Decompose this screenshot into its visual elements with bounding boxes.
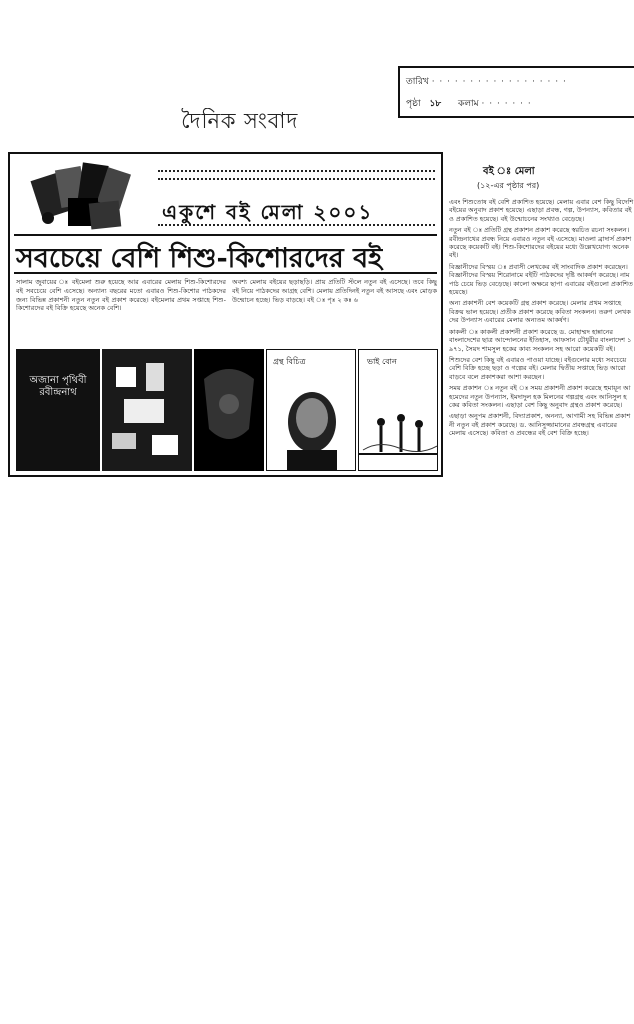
article-column-1: সালাম জুবায়ের ঃ বইমেলা শুরু হয়েছে আর এবারের মেলায় শিশু-কিশোরদের বই সবচেয়ে বেশি এসেছে। অন্যান্য বছরের মতো এবারও শিশু-কিশোর পাঠকদের জন্য বিভিন্ন প্রকাশনী নতুন নতুন বই প্রকাশ করেছে। বইমেলার প্রথম সপ্তাহে শিশু-কিশোরদের বই বিক্রি হয়েছে অনেক বেশি। — [16, 278, 226, 313]
series-title: একুশে বই মেলা ২০০১ — [162, 200, 374, 224]
continued-paragraph: বিজ্ঞানীদের বিস্ময় ঃ প্রবাসী লেখকের বই সাংবাদিক প্রকাশ করেছেন। বিজ্ঞানীদের বিস্ময় শিরোনামে বইটি পাঠকদের দৃষ্টি আকর্ষণ করেছে। নাম পাঠ চেয়ে ভিড় বেড়েছে। কালো অক্ষরে ছাপা এবারের বইগুলো প্রকাশিত হয়েছে। — [449, 262, 633, 297]
book-cover-5 — [358, 349, 438, 471]
dotted-rule-top — [158, 170, 435, 172]
stamp-page-value: ১৮ — [429, 99, 442, 109]
book-covers-row — [16, 349, 438, 471]
headline-rule-bottom — [14, 272, 437, 274]
continued-paragraph: শিশুদের বেশ কিছু বই এবারও পাওয়া যাচ্ছে। বইগুলোর মধ্যে সবচেয়ে বেশি বিক্রি হচ্ছে ছড়া ও গল্পের বই। মেলার দ্বিতীয় সপ্তাহে ভিড় আরো বাড়বে বলে প্রকাশকরা আশা করছেন। — [449, 355, 627, 381]
book-cover-1 — [16, 349, 100, 471]
book-cover-2 — [102, 349, 192, 471]
stamp-page-label: পৃষ্ঠা — [406, 99, 421, 109]
series-header — [10, 154, 441, 232]
dotted-rule-2 — [158, 178, 435, 180]
book-cover-3-art — [194, 349, 264, 471]
book-cover-5-title: ভাই বোন — [367, 357, 397, 366]
date-page-stamp — [398, 66, 634, 118]
continued-paragraph: এবং শিশুতোষ বই বেশি প্রকাশিত হয়েছে। মেলায় এবার বেশ কিছু বিদেশি বইয়ের অনুবাদ প্রকাশ হয়েছে। এছাড়া প্রবন্ধ, গল্প, উপন্যাস, কবিতার বইও প্রকাশিত হয়েছে। বই উন্মোচনের সংখ্যাও বেড়েছে। — [449, 198, 634, 223]
stamp-dots: · · · · · · · · · · · · · · · · · · — [431, 77, 567, 87]
continued-paragraph: কাকলী ঃ কাকলী প্রকাশনী প্রকাশ করেছে ড. মোহাম্মদ হান্নানের বাংলাদেশের ছাত্র আন্দোলনের ইতিহাস, আফসান চৌধুরীর বাংলাদেশ ১৯৭১, সৈয়দ শামসুল হকের কাব্য সংকলন সহ আরো কয়েকটি বই। — [449, 327, 632, 353]
stamp-row-page — [406, 96, 532, 111]
headline-rule-top — [14, 234, 437, 236]
continued-body — [449, 198, 634, 853]
article-column-2: অবশ্য মেলায় বইয়ের ছড়াছড়ি। প্রায় প্রতিটি স্টলে নতুন বই এসেছে। তবে কিছু বই নিয়ে পাঠকদের আগ্রহ বেশি। মেলায় প্রতিদিনই নতুন বই আসছে এবং মোড়ক উন্মোচন হচ্ছে। ভিড় বাড়ছে। বই ঃ পৃঃ ২ কঃ ৬ — [232, 278, 437, 304]
continued-paragraph: এছাড়া অনুপম প্রকাশনী, বিদ্যাপ্রকাশ, অনন্যা, আগামী সহ বিভিন্ন প্রকাশনী নতুন বই প্রকাশ করেছে। ড. আনিসুজ্জামানের প্রবন্ধগ্রন্থ এবারের মেলায় এসেছে। কবিতা ও প্রবন্ধের বই বেশ বিক্রি হচ্ছে। — [449, 412, 631, 438]
article-block — [8, 152, 443, 477]
stamp-date-label: তারিখ — [406, 77, 429, 87]
book-cover-2-art — [102, 349, 192, 471]
newspaper-masthead: দৈনিক সংবাদ — [181, 109, 299, 134]
continued-paragraph: নতুন বই ঃ প্রতিটি গ্রন্থ প্রকাশন প্রকাশ করেছে স্বরচিত রচনা সংকলন। রবীন্দ্রনাথের প্রবন্ধ নিয়ে এবারও নতুন বই এসেছে। মাওলা ব্রাদার্স প্রকাশ করেছে কয়েকটি বই। শিশু-কিশোরদের বইয়ের মধ্যে উল্লেখযোগ্য অনেক বই। — [449, 226, 632, 260]
stamp-dots-2: · · · · · · · — [481, 99, 532, 109]
book-cover-3 — [194, 349, 264, 471]
book-cover-4 — [266, 349, 356, 471]
continued-subheading: (১২-এর পৃষ্ঠার পর) — [477, 181, 540, 190]
stamp-column-label: কলাম — [458, 99, 479, 109]
article-headline: সবচেয়ে বেশি শিশু-কিশোরদের বই — [16, 243, 383, 274]
continued-paragraph: অন্য প্রকাশনী বেশ কয়েকটি গ্রন্থ প্রকাশ করেছে। মেলার প্রথম সপ্তাহে বিক্রয় ভাল হয়েছে। প্রতীক প্রকাশ করেছে কবিতা সংকলন। তরুণ লেখকদের উপন্যাস এবারের মেলার অন্যতম আকর্ষণ। — [449, 299, 631, 325]
continued-paragraph: সময় প্রকাশন ঃ নতুন বই ঃ সময় প্রকাশনী প্রকাশ করেছে হুমায়ূন আহমেদের নতুন উপন্যাস, ইমদাদুল হক মিলনের গল্পগ্রন্থ এবং আনিসুল হকের কবিতা সংকলন। এছাড়া বেশ কিছু অনুবাদ গ্রন্থও প্রকাশ করেছে। — [449, 384, 631, 409]
continued-column — [447, 158, 634, 858]
continued-heading: বই ঃ মেলা — [483, 166, 535, 177]
stamp-row-date — [406, 74, 567, 89]
book-collage-image — [28, 158, 148, 230]
book-cover-4-title: গ্রন্থ বিচিত্র — [273, 357, 306, 366]
book-cover-1-title: অজানা পৃথিবী রবীন্দ্রনাথ — [29, 375, 87, 398]
